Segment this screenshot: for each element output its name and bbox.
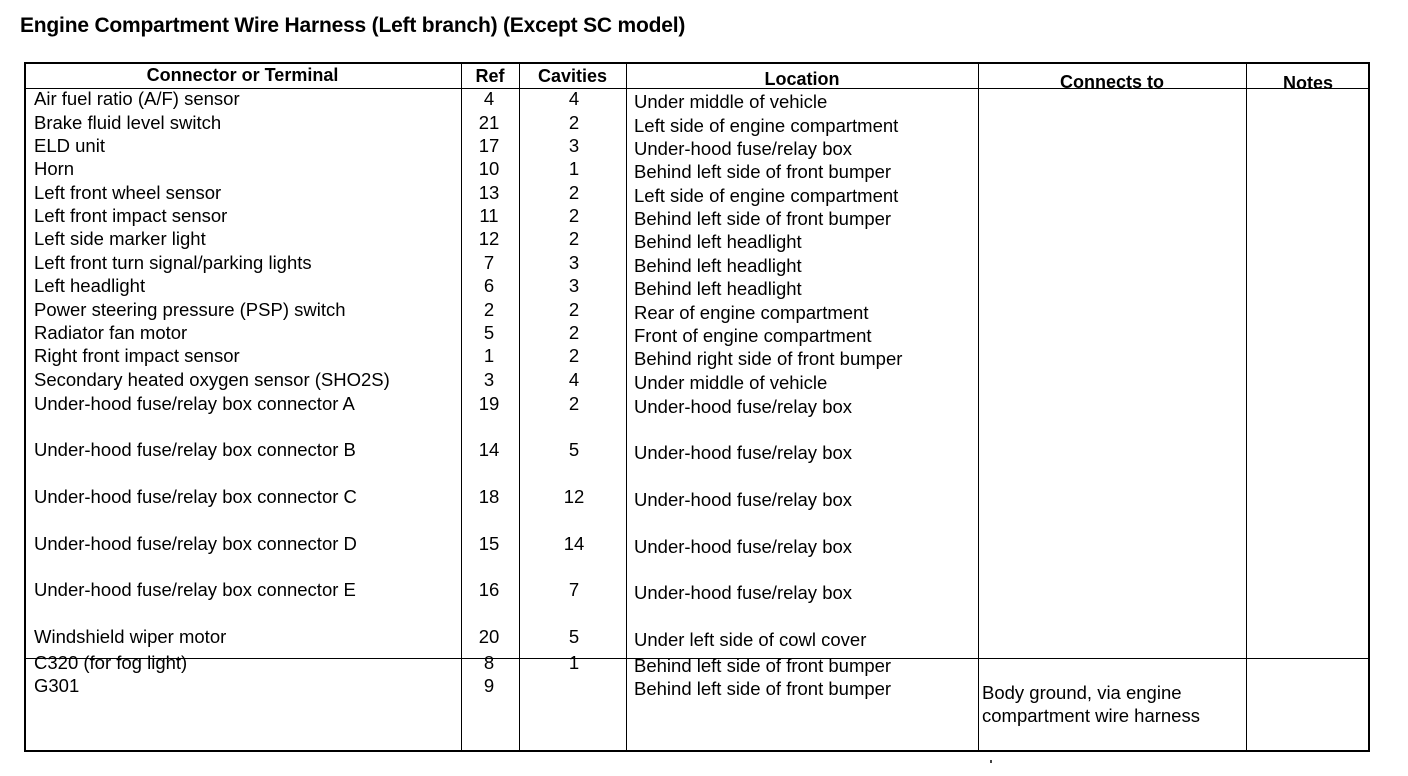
location-cell: Behind left side of front bumper: [634, 655, 892, 676]
cavities-cell: 5: [568, 626, 580, 647]
connector-cell: Radiator fan motor: [34, 322, 188, 343]
location-cell: Under-hood fuse/relay box: [634, 489, 853, 510]
connector-cell: Under-hood fuse/relay box connector C: [34, 486, 357, 507]
connector-cell: ELD unit: [34, 135, 105, 156]
ref-cell: 8: [483, 652, 495, 673]
connector-cell: Horn: [34, 158, 75, 179]
ref-cell: 20: [478, 626, 500, 647]
cavities-cell: 7: [568, 579, 580, 600]
connector-cell: Power steering pressure (PSP) switch: [34, 299, 346, 320]
connector-cell: Left side marker light: [34, 228, 206, 249]
cavities-cell: 3: [568, 252, 580, 273]
location-cell: Under-hood fuse/relay box: [634, 582, 853, 603]
ref-cell: 6: [483, 275, 495, 296]
location-cell: Behind right side of front bumper: [634, 348, 903, 369]
location-cell: Behind left side of front bumper: [634, 678, 892, 699]
location-cell: Under middle of vehicle: [634, 91, 828, 112]
connector-cell: Left headlight: [34, 275, 146, 296]
header-location: Location: [764, 69, 840, 89]
location-cell: Left side of engine compartment: [634, 115, 899, 136]
location-cell: Under left side of cowl cover: [634, 629, 867, 650]
cavities-cell: 2: [568, 299, 580, 320]
header-connector: Connector or Terminal: [146, 65, 339, 85]
col-divider-connects: [978, 62, 979, 752]
location-cell: Rear of engine compartment: [634, 302, 869, 323]
location-cell: Under middle of vehicle: [634, 372, 828, 393]
ref-cell: 16: [478, 579, 500, 600]
location-cell: Under-hood fuse/relay box: [634, 536, 853, 557]
location-cell: Behind left side of front bumper: [634, 208, 892, 229]
cavities-cell: 1: [568, 652, 580, 673]
col-divider-location: [626, 62, 627, 752]
scan-speck: [990, 760, 992, 763]
ref-cell: 10: [478, 158, 500, 179]
page-title: Engine Compartment Wire Harness (Left branch) (Except SC model): [20, 14, 686, 37]
cavities-cell: 4: [568, 369, 580, 390]
ref-cell: 14: [478, 439, 500, 460]
ref-cell: 12: [478, 228, 500, 249]
connector-cell: Brake fluid level switch: [34, 112, 222, 133]
connector-cell: Under-hood fuse/relay box connector A: [34, 393, 355, 414]
location-cell: Behind left headlight: [634, 231, 802, 252]
cavities-cell: 3: [568, 135, 580, 156]
cavities-cell: 2: [568, 393, 580, 414]
connector-cell: Secondary heated oxygen sensor (SHO2S): [34, 369, 390, 390]
ref-cell: 5: [483, 322, 495, 343]
header-notes: Notes: [1282, 73, 1333, 93]
ref-cell: 21: [478, 112, 500, 133]
location-cell: Behind left side of front bumper: [634, 161, 892, 182]
connector-cell: Left front wheel sensor: [34, 182, 222, 203]
connector-cell: G301: [34, 675, 80, 696]
ref-cell: 4: [483, 88, 495, 109]
ref-cell: 18: [478, 486, 500, 507]
cavities-cell: 2: [568, 322, 580, 343]
ref-cell: 15: [478, 533, 500, 554]
location-cell: Front of engine compartment: [634, 325, 872, 346]
location-cell: Under-hood fuse/relay box: [634, 396, 853, 417]
ref-cell: 11: [479, 205, 499, 226]
ref-cell: 19: [478, 393, 500, 414]
ref-cell: 3: [483, 369, 495, 390]
connector-cell: Left front turn signal/parking lights: [34, 252, 312, 273]
ref-cell: 7: [483, 252, 495, 273]
location-cell: Under-hood fuse/relay box: [634, 442, 853, 463]
cavities-cell: 4: [568, 88, 580, 109]
connector-cell: Right front impact sensor: [34, 345, 240, 366]
cavities-cell: 1: [568, 158, 580, 179]
connector-cell: Under-hood fuse/relay box connector E: [34, 579, 356, 600]
location-cell: Behind left headlight: [634, 278, 802, 299]
connector-cell: Under-hood fuse/relay box connector B: [34, 439, 356, 460]
header-connects-to: Connects to: [1059, 72, 1164, 92]
ref-cell: 13: [478, 182, 500, 203]
cavities-cell: 2: [568, 228, 580, 249]
location-cell: Under-hood fuse/relay box: [634, 138, 853, 159]
connector-cell: Left front impact sensor: [34, 205, 228, 226]
ref-cell: 2: [483, 299, 495, 320]
cavities-cell: 2: [568, 112, 580, 133]
location-cell: Behind left headlight: [634, 255, 802, 276]
cavities-cell: 2: [568, 205, 580, 226]
cavities-cell: 2: [568, 182, 580, 203]
col-divider-ref: [461, 62, 462, 752]
location-cell: Left side of engine compartment: [634, 185, 899, 206]
wire-harness-table: [24, 62, 1370, 752]
cavities-cell: 5: [568, 439, 580, 460]
ref-cell: 1: [483, 345, 495, 366]
connector-cell: Air fuel ratio (A/F) sensor: [34, 88, 240, 109]
header-ref: Ref: [475, 66, 505, 86]
header-cavities: Cavities: [537, 66, 608, 86]
connector-cell: Windshield wiper motor: [34, 626, 227, 647]
connects-to-cell: Body ground, via engine compartment wire harness: [982, 682, 1200, 726]
connector-cell: C320 (for fog light): [34, 652, 188, 673]
ref-cell: 9: [483, 675, 495, 696]
ref-cell: 17: [478, 135, 500, 156]
col-divider-notes: [1246, 62, 1247, 752]
cavities-cell: 2: [568, 345, 580, 366]
cavities-cell: 3: [568, 275, 580, 296]
col-divider-cavities: [519, 62, 520, 752]
connector-cell: Under-hood fuse/relay box connector D: [34, 533, 357, 554]
cavities-cell: 12: [563, 486, 585, 507]
cavities-cell: 14: [563, 533, 585, 554]
